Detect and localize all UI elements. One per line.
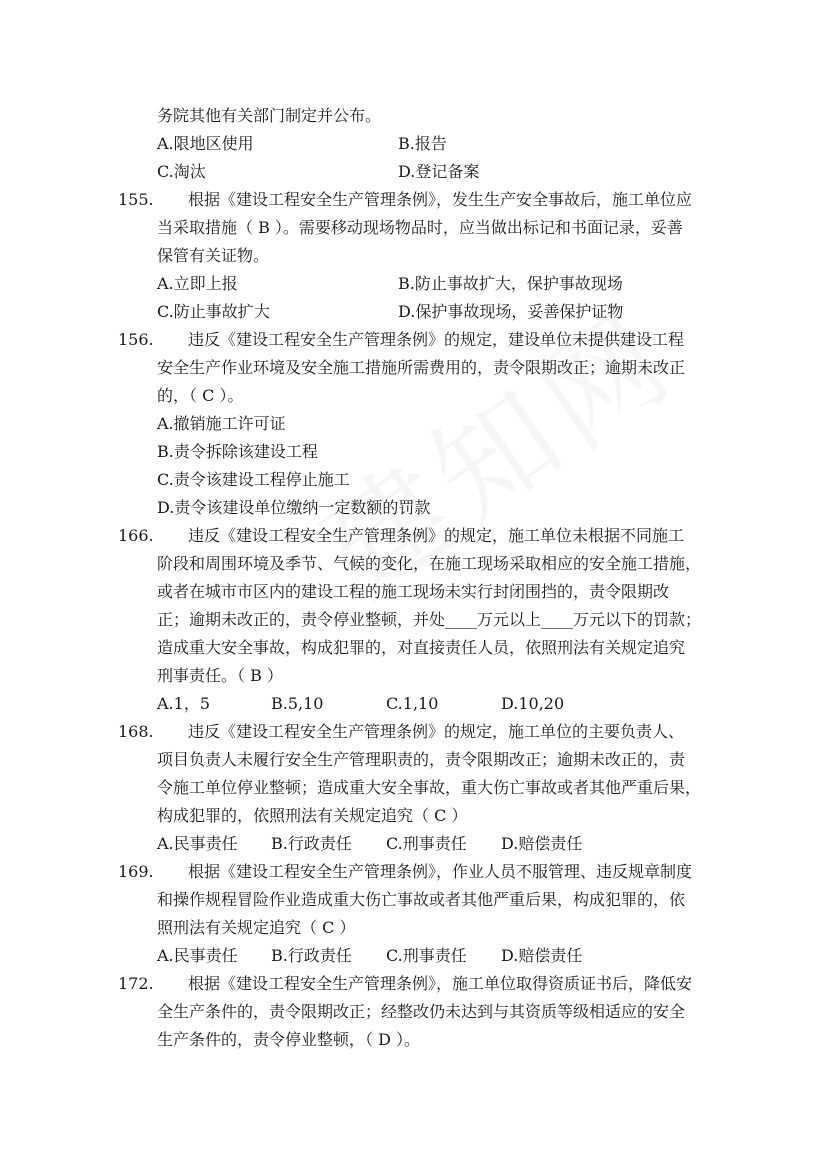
option-d: D.登记备案 (398, 162, 480, 181)
question-number: 156. (118, 330, 154, 349)
option-c: C.责令该建设工程停止施工 (157, 470, 350, 489)
question-text: 造成重大安全事故，构成犯罪的，对直接责任人员，依照刑法有关规定追究 (157, 638, 686, 657)
question-text: 违反《建设工程安全生产管理条例》的规定，建设单位未提供建设工程 (188, 330, 685, 349)
question-text: 当采取措施（ B ）。需要移动现场物品时，应当做出标记和书面记录，妥善 (157, 218, 683, 237)
option-b: B.行政责任 (271, 834, 352, 853)
question-text: 的，（ C ）。 (157, 386, 244, 405)
option-d: D.保护事故现场，妥善保护证物 (398, 302, 624, 321)
option-b: B.5,10 (271, 694, 324, 713)
question-text: 全生产条件的，责令限期改正；经整改仍未达到与其资质等级相适应的安全 (157, 1002, 686, 1021)
option-a: A.民事责任 (157, 946, 238, 965)
option-d: D.10,20 (501, 694, 565, 713)
option-c: C.防止事故扩大 (157, 302, 270, 321)
question-text: 构成犯罪的，依照刑法有关规定追究（ C ） (157, 806, 468, 825)
option-b: B.报告 (398, 134, 447, 153)
question-text: 根据《建设工程安全生产管理条例》，作业人员不服管理、违反规章制度 (188, 862, 693, 881)
option-c: C.1,10 (386, 694, 439, 713)
option-b: B.责令拆除该建设工程 (157, 442, 318, 461)
question-text: 和操作规程冒险作业造成重大伤亡事故或者其他严重后果，构成犯罪的，依 (157, 890, 686, 909)
option-c: C.刑事责任 (386, 834, 467, 853)
option-c: C.淘汰 (157, 162, 206, 181)
question-text: 或者在城市市区内的建设工程的施工现场未实行封闭围挡的，责令限期改 (157, 582, 670, 601)
option-d: D.赔偿责任 (501, 834, 583, 853)
option-c: C.刑事责任 (386, 946, 467, 965)
option-b: B.防止事故扩大，保护事故现场 (398, 274, 623, 293)
question-number: 166. (118, 526, 154, 545)
question-text: 违反《建设工程安全生产管理条例》的规定，施工单位未根据不同施工 (188, 526, 685, 545)
question-number: 168. (118, 722, 154, 741)
option-a: A.限地区使用 (157, 134, 254, 153)
option-a: A.1，5 (157, 694, 211, 713)
option-a: A.立即上报 (157, 274, 238, 293)
question-text: 刑事责任。（ B ） (157, 666, 283, 685)
question-text: 违反《建设工程安全生产管理条例》的规定，施工单位的主要负责人、 (188, 722, 685, 741)
question-text: 生产条件的，责令停业整顿，（ D ）。 (157, 1030, 421, 1049)
question-text: 根据《建设工程安全生产管理条例》，发生生产安全事故后，施工单位应 (188, 190, 693, 209)
question-text: 根据《建设工程安全生产管理条例》，施工单位取得资质证书后，降低安 (188, 974, 693, 993)
intro-text: 务院其他有关部门制定并公布。 (157, 106, 382, 125)
question-text: 阶段和周围环境及季节、气候的变化，在施工现场采取相应的安全施工措施， (157, 554, 702, 573)
question-text: 照刑法有关规定追究（ C ） (157, 918, 356, 937)
question-text: 正；逾期未改正的，责令停业整顿，并处____万元以上____万元以下的罚款； (157, 610, 702, 629)
question-number: 155. (118, 190, 154, 209)
question-number: 172. (118, 974, 154, 993)
option-b: B.行政责任 (271, 946, 352, 965)
question-text: 令施工单位停业整顿；造成重大安全事故，重大伤亡事故或者其他严重后果， (157, 778, 702, 797)
option-d: D.赔偿责任 (501, 946, 583, 965)
question-text: 安全生产作业环境及安全施工措施所需费用的，责令限期改正；逾期未改正 (157, 358, 686, 377)
question-text: 保管有关证物。 (157, 246, 270, 265)
question-number: 169. (118, 862, 154, 881)
question-text: 项目负责人未履行安全生产管理职责的，责令限期改正；逾期未改正的，责 (157, 750, 686, 769)
option-a: A.民事责任 (157, 834, 238, 853)
option-d: D.责令该建设单位缴纳一定数额的罚款 (157, 498, 431, 517)
option-a: A.撤销施工许可证 (157, 414, 286, 433)
